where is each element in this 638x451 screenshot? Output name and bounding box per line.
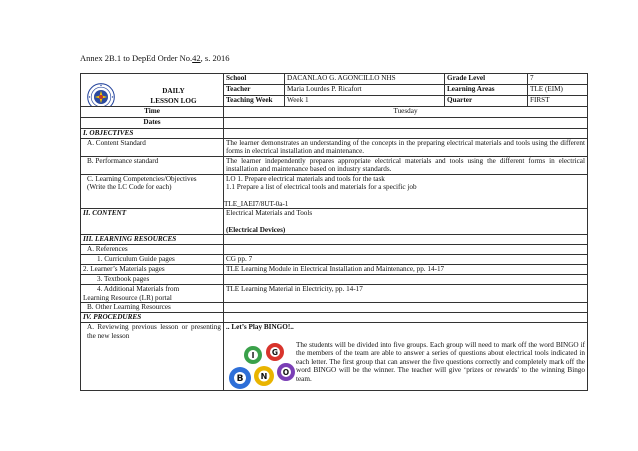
- learners-materials-value: TLE Learning Module in Electrical Installation and Maintenance, pp. 14-17: [224, 265, 588, 275]
- competencies-label: C. Learning Competencies/Objectives (Write the LC Code for each): [81, 174, 224, 208]
- performance-standard-label: B. Performance standard: [81, 156, 224, 174]
- quarter-value: FIRST: [528, 96, 588, 107]
- bingo-balls-icon: [226, 340, 296, 390]
- grade-level-value: 7: [528, 74, 588, 85]
- references-label: A. References: [81, 245, 224, 255]
- deped-seal-icon: [87, 83, 115, 107]
- bingo-letter-o: O: [282, 367, 290, 377]
- order-number: 42: [192, 53, 201, 63]
- daily-lesson-log-table: [80, 73, 588, 391]
- additional-materials-value: TLE Learning Material in Electricity, pp. 14-17: [224, 285, 588, 303]
- bingo-letter-i: I: [251, 350, 255, 360]
- procedures-heading: IV. PROCEDURES: [81, 313, 224, 323]
- learning-areas-value: TLE (EIM): [528, 85, 588, 96]
- lc-code: TLE_IAEI7/8UT-0a-1: [224, 199, 289, 208]
- school-value: DACANLAO G. AGONCILLO NHS: [285, 74, 445, 85]
- teacher-label: Teacher: [224, 85, 285, 96]
- quarter-label: Quarter: [445, 96, 528, 107]
- activity-title: .. Let’s Play BINGO!..: [226, 323, 294, 332]
- textbook-pages-label: 3. Textbook pages: [81, 275, 224, 285]
- bingo-letter-b: B: [236, 373, 244, 384]
- performance-standard-text: The learner independently prepares appropriate electrical materials and tools using the different forms in electrical installation and maintenance based on industry standards.: [224, 156, 588, 174]
- learning-areas-label: Learning Areas: [445, 85, 528, 96]
- content-text: Electrical Materials and Tools (Electrical Devices): [224, 209, 588, 235]
- bingo-letter-n: N: [260, 371, 268, 381]
- bingo-letter-g: G: [271, 347, 279, 357]
- dates-label: Dates: [81, 118, 224, 129]
- content-standard-label: A. Content Standard: [81, 139, 224, 157]
- review-lesson-label: A. Reviewing previous lesson or presenting the new lesson: [81, 323, 224, 390]
- dates-value: [224, 118, 588, 129]
- time-label: Time: [81, 107, 224, 118]
- content-heading: II. CONTENT: [81, 209, 224, 235]
- teacher-value: Maria Lourdes P. Ricafort: [285, 85, 445, 96]
- curriculum-guide-label: 1. Curriculum Guide pages: [81, 255, 224, 265]
- teaching-week-label: Teaching Week: [224, 96, 285, 107]
- content-standard-text: The learner demonstrates an understanding of the concepts in the preparing electrical materials and tools using the different forms in electrical installation and maintenance.: [224, 139, 588, 157]
- activity-description: The students will be divided into five groups. Each group will need to mark off the word BINGO if the members of the team are able to answer a series of questions about electrical tools indicated in each letter. The first group that can answer the five questions correctly and completely mark off the word BINGO will be the winner. The teacher will give ‘prizes or rewards' to the winning Bingo team.: [296, 340, 585, 383]
- learners-materials-label: 2. Learner’s Materials pages: [81, 265, 224, 275]
- additional-materials-label: 4. Additional Materials from Learning Resource (LR) portal: [81, 285, 224, 303]
- school-label: School: [224, 74, 285, 85]
- teaching-week-value: Week 1: [285, 96, 445, 107]
- curriculum-guide-value: CG pp. 7: [224, 255, 588, 265]
- day-value: Tuesday: [224, 107, 588, 118]
- competencies-text: LO 1. Prepare electrical materials and tools for the task 1.1 Prepare a list of electrical tools and materials for a specific job TLE_IAEI7/8UT-0a-1: [224, 174, 588, 208]
- header-logo-cell: [81, 74, 224, 107]
- dll-title: DAILY LESSON LOG: [150, 87, 197, 105]
- bingo-activity-cell: [224, 323, 588, 390]
- grade-level-label: Grade Level: [445, 74, 528, 85]
- objectives-heading: I. OBJECTIVES: [81, 129, 224, 139]
- resources-heading: III. LEARNING RESOURCES: [81, 235, 224, 245]
- other-resources-label: B. Other Learning Resources: [81, 303, 224, 313]
- annex-reference: Annex 2B.1 to DepEd Order No.42, s. 2016: [80, 53, 230, 63]
